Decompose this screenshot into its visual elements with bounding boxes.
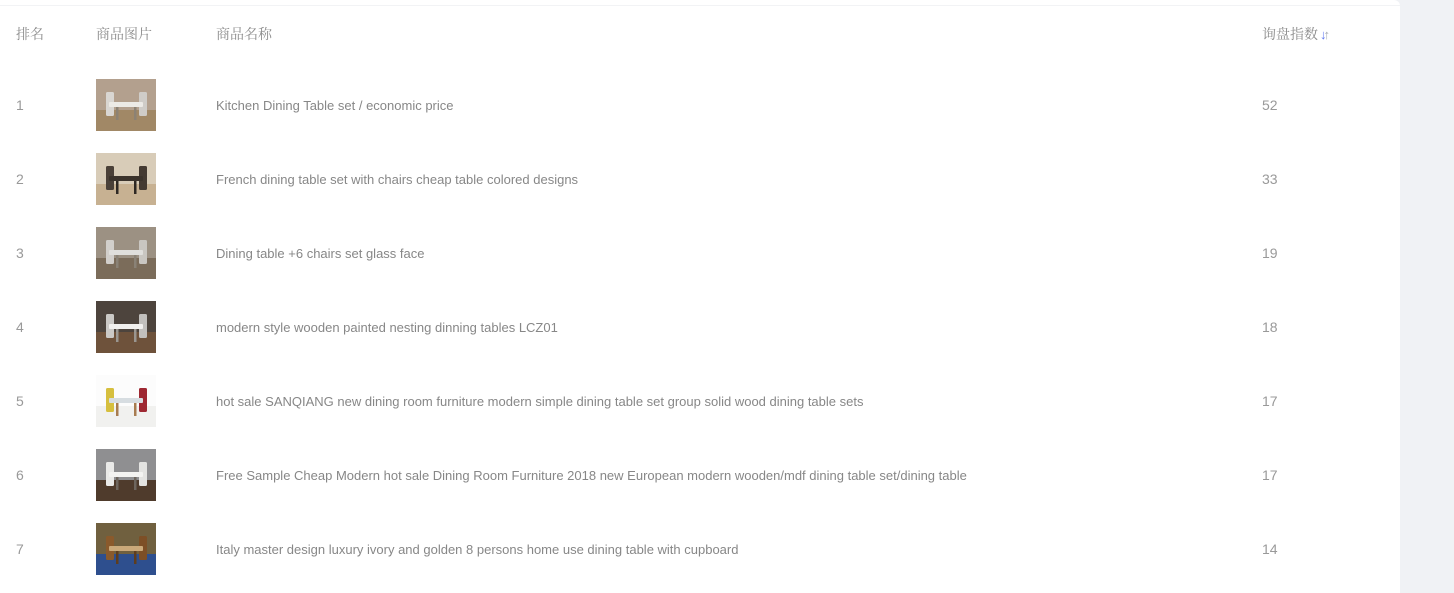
sort-desc-icon[interactable]: ↓ [1320, 26, 1324, 42]
table-row [0, 438, 1400, 512]
product-thumbnail[interactable] [96, 523, 156, 575]
header-inquiry-index[interactable] [1262, 24, 1400, 44]
product-thumbnail[interactable] [96, 375, 156, 427]
product-thumbnail[interactable] [96, 227, 156, 279]
inquiry-value: 19 [1262, 245, 1278, 261]
product-thumbnail[interactable] [96, 79, 156, 131]
product-name[interactable]: Italy master design luxury ivory and golden 8 persons home use dining table with cupboard [216, 541, 739, 557]
inquiry-value: 17 [1262, 393, 1278, 409]
product-name[interactable]: Kitchen Dining Table set / economic price [216, 97, 454, 113]
product-photo [96, 227, 156, 279]
product-name[interactable]: modern style wooden painted nesting dinning tables LCZ01 [216, 319, 558, 335]
rank-cell: 4 [16, 319, 24, 335]
inquiry-value: 33 [1262, 171, 1278, 187]
inquiry-value: 17 [1262, 467, 1278, 483]
inquiry-value: 14 [1262, 541, 1278, 557]
rank-cell: 2 [16, 171, 24, 187]
product-name[interactable]: hot sale SANQIANG new dining room furniture modern simple dining table set group solid wood dining table sets [216, 393, 864, 409]
product-photo [96, 449, 156, 501]
product-photo [96, 153, 156, 205]
product-photo [96, 79, 156, 131]
table-row [0, 364, 1400, 438]
table-row [0, 290, 1400, 364]
product-name[interactable]: Dining table +6 chairs set glass face [216, 245, 425, 261]
product-name[interactable]: Free Sample Cheap Modern hot sale Dining Room Furniture 2018 new European modern wooden/mdf dining table set/dining table [216, 467, 967, 483]
inquiry-value: 18 [1262, 319, 1278, 335]
product-thumbnail[interactable] [96, 153, 156, 205]
rank-cell: 6 [16, 467, 24, 483]
table-row [0, 216, 1400, 290]
product-photo [96, 375, 156, 427]
sort-icons[interactable] [1320, 28, 1327, 41]
sort-asc-icon[interactable]: ↑ [1323, 26, 1327, 42]
header-rank: 排名 [16, 26, 44, 42]
product-thumbnail[interactable] [96, 301, 156, 353]
product-name[interactable]: French dining table set with chairs cheap table colored designs [216, 171, 579, 187]
table-body [0, 68, 1400, 586]
header-product-image: 商品图片 [96, 26, 152, 42]
product-photo [96, 523, 156, 575]
inquiry-value: 52 [1262, 97, 1278, 113]
rank-cell: 1 [16, 97, 24, 113]
table-row [0, 68, 1400, 142]
rank-cell: 7 [16, 541, 24, 557]
rank-cell: 5 [16, 393, 24, 409]
product-photo [96, 301, 156, 353]
table-row [0, 142, 1400, 216]
table-row [0, 512, 1400, 586]
header-product-name: 商品名称 [216, 26, 272, 42]
product-thumbnail[interactable] [96, 449, 156, 501]
header-inquiry-index-label: 询盘指数 [1262, 26, 1318, 42]
rank-cell: 3 [16, 245, 24, 261]
table-header-row [0, 0, 1400, 68]
